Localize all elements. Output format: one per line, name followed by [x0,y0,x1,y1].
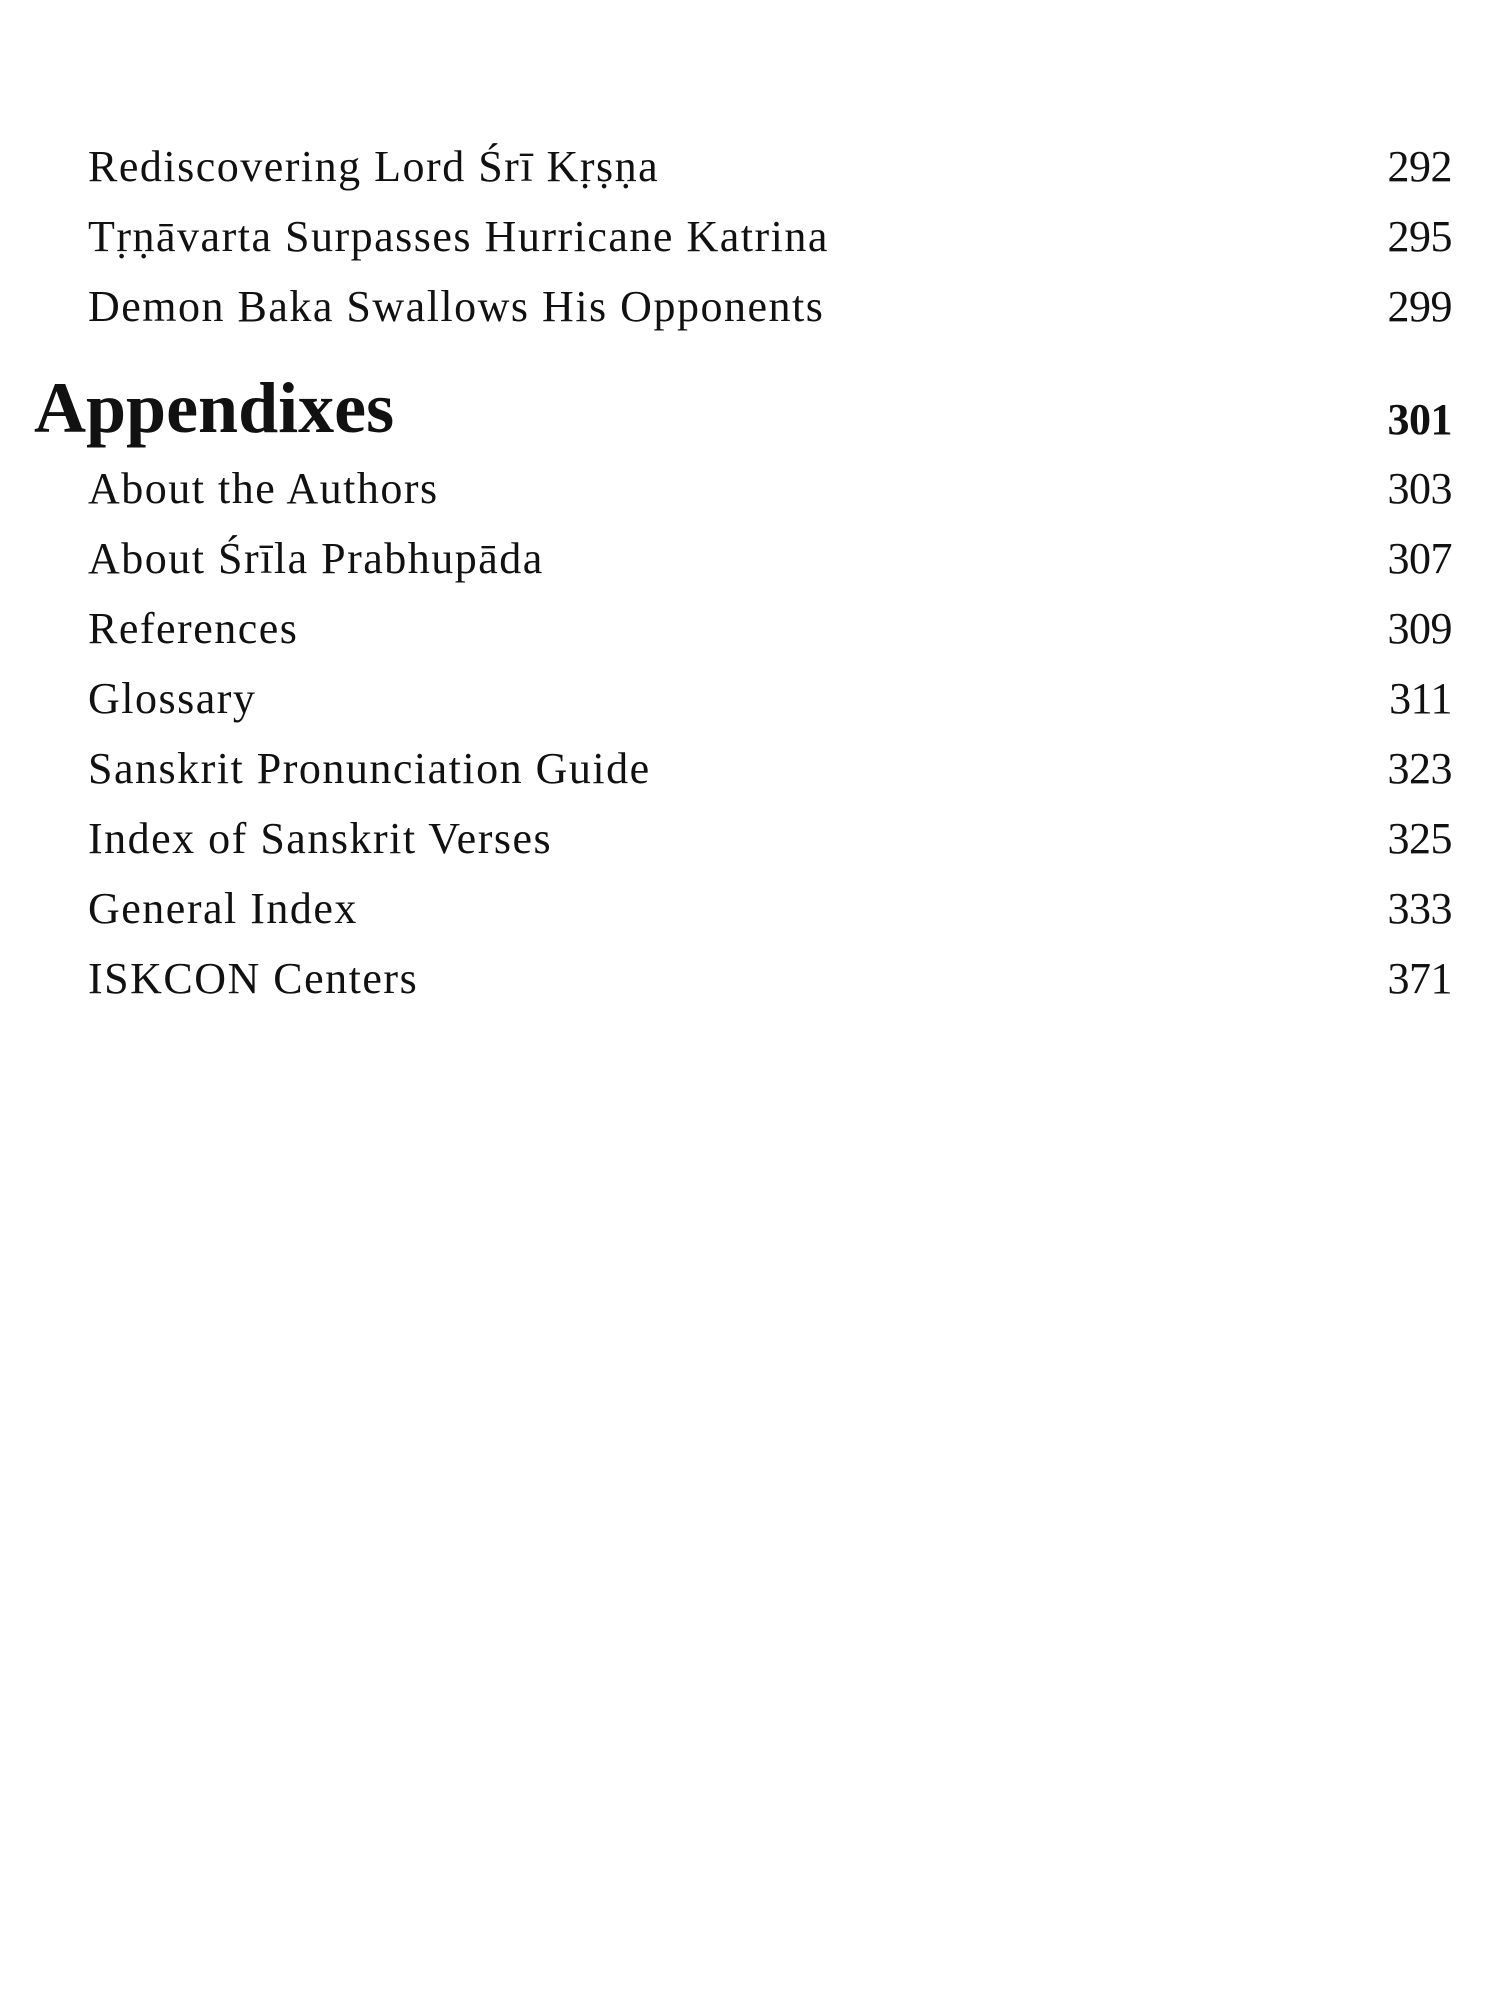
section-heading [0,368,1500,462]
toc-entry [0,674,1500,737]
section-title: Appendixes [34,368,395,448]
toc-entry-page: 323 [1387,744,1452,793]
toc-entry-title: Demon Baka Swallows His Opponents [88,282,825,331]
toc-entry-title: General Index [88,884,358,933]
toc-entry-page: 311 [1389,674,1452,723]
toc-entry-title: About Śrīla Prabhupāda [88,534,544,583]
toc-entry [0,142,1500,205]
toc-entry-page: 307 [1387,534,1452,583]
toc-entry-title: ISKCON Centers [88,954,419,1003]
toc-entry [0,282,1500,345]
toc-entry-title: Glossary [88,674,257,723]
toc-entry [0,884,1500,947]
toc-entry-page: 325 [1387,814,1452,863]
toc-entry [0,212,1500,275]
toc-entry [0,534,1500,597]
toc-entry-page: 371 [1387,954,1452,1003]
toc-entry-title: Index of Sanskrit Verses [88,814,553,863]
toc-entry [0,814,1500,877]
toc-entry [0,744,1500,807]
toc-entry-page: 303 [1387,464,1452,513]
toc-entry-page: 292 [1387,142,1452,191]
toc-entry-title: Rediscovering Lord Śrī Kṛṣṇa [88,142,660,191]
toc-entry-page: 295 [1387,212,1452,261]
toc-entry [0,604,1500,667]
toc-entry-page: 299 [1387,282,1452,331]
toc-entry-title: Sanskrit Pronunciation Guide [88,744,651,793]
toc-entry-title: About the Authors [88,464,439,513]
toc-entry [0,464,1500,527]
section-page: 301 [1387,395,1452,444]
toc-entry-title: References [88,604,299,653]
toc-entry-title: Tṛṇāvarta Surpasses Hurricane Katrina [88,212,829,261]
toc-entry [0,954,1500,1017]
toc-entry-page: 333 [1387,884,1452,933]
toc-entry-page: 309 [1387,604,1452,653]
